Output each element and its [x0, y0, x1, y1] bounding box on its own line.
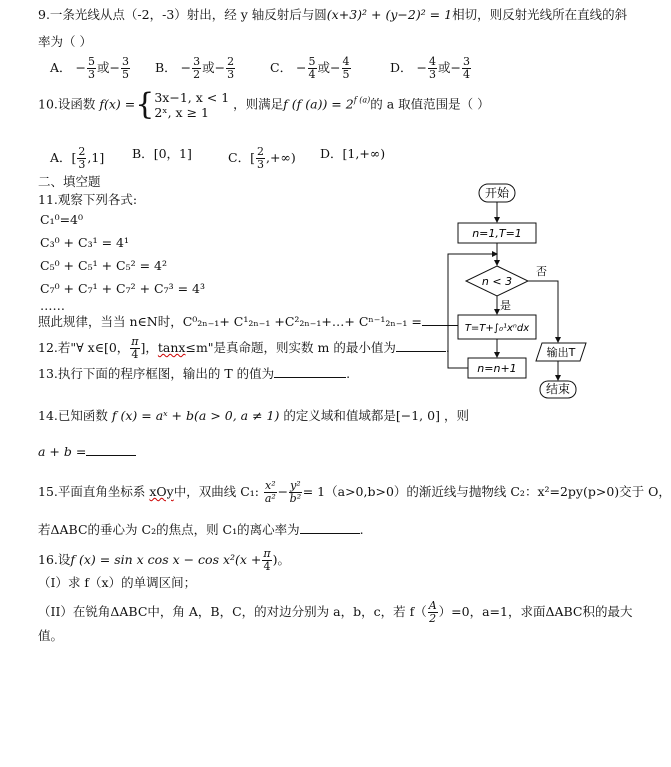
q10-prefix: 10.设函数	[38, 96, 96, 112]
flow-yes: 是	[500, 299, 511, 312]
q9-option-0-fa-den: 3	[87, 68, 95, 81]
q9-option-3-fa-den: 3	[428, 68, 436, 81]
q9-option-2-fb-num: 4	[342, 55, 350, 68]
q12-c: ≤m"是真命题，则实数 m 的最小值为	[185, 340, 396, 355]
q10-case1: 3x−1, x < 1	[154, 90, 230, 105]
q9-option-1-fa-den: 2	[193, 68, 201, 81]
q10-option-1-label: B．	[132, 146, 154, 161]
q13-answer-blank[interactable]	[274, 377, 346, 378]
q16-two: 2	[429, 612, 437, 625]
q11-eq-3: C₅⁰ + C₅¹ + C₅² = 4²	[40, 258, 167, 273]
q9-option-3-fb	[462, 56, 471, 81]
q16-part3: 值。	[38, 628, 64, 643]
q9-option-0-label: A．	[50, 60, 72, 75]
q14-a: 14.已知函数	[38, 408, 108, 423]
q14-line2	[38, 444, 136, 460]
q11-rule	[38, 314, 464, 330]
q15-eq-tail: = 1（a>0,b>0）的渐近线与抛物线 C₂：x²=2py(p>0)交于 O，	[302, 484, 671, 499]
q9-circle-eq: (x+3)² + (y−2)² = 1	[326, 7, 453, 22]
q10-option-2-label: C．	[228, 150, 251, 165]
q9-line2: 率为（ ）	[38, 34, 92, 49]
flowchart	[440, 180, 590, 400]
q11-rule-text: 照此规律，当当 n∈N时，C⁰₂ₙ₋₁+ C¹₂ₙ₋₁ +C²₂ₙ₋₁+…+ Cⁿ⁻¹₂ₙ₋₁ =	[38, 314, 422, 329]
q10-option-1[interactable]	[132, 146, 192, 162]
q9-option-2-sep: 或	[317, 60, 331, 75]
q10-suffix: 的 a 取值范围是（ ）	[370, 96, 490, 112]
q15-y2: y²	[290, 479, 301, 492]
q16-pi: π	[263, 547, 271, 560]
q14-line	[38, 408, 469, 424]
section-title: 二、填空题	[38, 174, 101, 189]
q9-text-end: 相切，则反射光线所在直线的斜	[452, 7, 628, 22]
flow-update: T=T+∫₀¹xⁿdx	[464, 323, 530, 334]
q10-case2: 2ˣ, x ≥ 1	[154, 105, 209, 120]
q16-tail: )。	[272, 552, 291, 567]
flow-start: 开始	[484, 186, 510, 200]
q9-text: 9.一条光线从点（-2，-3）射出，经 y 轴反射后与圆	[38, 7, 327, 22]
q16-line	[38, 548, 290, 574]
q9-option-0[interactable]: A． − $\frac{5}{3}$ 或− $\frac{3}{5}$	[50, 55, 129, 81]
q15-line2: 若ΔABC的垂心为 C₂的焦点，则 C₁的离心率为 .	[38, 522, 364, 537]
q10-option-2[interactable]	[228, 146, 296, 171]
q14-answer-blank[interactable]	[86, 455, 136, 456]
q15-line2-text: 若ΔABC的垂心为 C₂的焦点，则 C₁的离心率为	[38, 522, 300, 537]
q9-option-3-fb-num: 3	[462, 55, 470, 68]
q11-eq-4: C₇⁰ + C₇¹ + C₇² + C₇³ = 4³	[40, 281, 205, 296]
q15-x2: x²	[264, 479, 276, 492]
q9-option-1-label: B．	[155, 60, 177, 75]
q10-option-0-frac	[77, 146, 86, 171]
q14-b: 的定义域和值域都是	[283, 408, 396, 423]
q16-frac-a2	[428, 600, 438, 625]
q9-option-1-fa-num: 3	[193, 55, 201, 68]
q10-brace: {	[135, 87, 155, 122]
q14-ab: a + b =	[38, 444, 87, 459]
q10-option-2-frac-den: 3	[256, 158, 264, 171]
q16-a: 16.设	[38, 552, 71, 567]
flow-cond: n < 3	[481, 275, 513, 288]
q10-f: f(x) =	[99, 96, 136, 112]
q10-option-1-text: [0，1]	[153, 146, 192, 161]
q9-option-0-fb	[121, 56, 130, 81]
q14-fx: f (x) = aˣ + b(a > 0, a ≠ 1)	[111, 408, 280, 423]
q12-tanx: tanx	[157, 340, 186, 355]
q10-option-2-frac	[256, 146, 265, 171]
q12-a: 12.若"∀ x∈[0，	[38, 340, 130, 355]
q13-text: 13.执行下面的程序框图，输出的 T 的值为	[38, 366, 275, 381]
q15-b2: b²	[289, 492, 302, 505]
q10-option-0[interactable]	[50, 146, 104, 171]
flow-output: 输出T	[546, 346, 576, 359]
q9-option-3-fb-den: 4	[462, 68, 470, 81]
q9-option-0-fa-num: 5	[87, 55, 95, 68]
q11-dots: ……	[40, 298, 65, 313]
q10-option-0-frac-num: 2	[78, 145, 86, 158]
q12-den: 4	[131, 348, 139, 361]
q10-option-2-a: [	[250, 150, 255, 165]
q14-interval: [−1, 0]	[395, 408, 440, 423]
q15-frac-x	[264, 480, 277, 505]
q11-eq-1: C₁⁰=4⁰	[40, 212, 84, 227]
flow-init: n=1,T=1	[472, 227, 522, 240]
q9-option-3-label: D．	[390, 60, 413, 75]
q9-option-2-fa	[308, 56, 317, 81]
q9-option-0-fb-den: 5	[121, 68, 129, 81]
flow-no: 否	[536, 265, 547, 278]
q12-line: 12.若"∀ x∈[0， $\frac{\pi}{4}$ ]，tanx≤m"是真命题，则实数 m 的最小值为 .	[38, 335, 450, 361]
q12-frac	[130, 336, 139, 361]
q16-p2a: （II）在锐角ΔABC中，角 A，B，C，的对边分别为 a，b，c，若 f（	[38, 604, 427, 619]
q10-option-3-label: D．	[320, 146, 343, 161]
q10-cond-sup: f (a)	[353, 95, 371, 105]
q9-option-3-fa-num: 4	[428, 55, 436, 68]
q16-part2	[38, 600, 633, 626]
q9-option-2-fa-den: 4	[308, 68, 316, 81]
q9-option-1-fb	[226, 56, 235, 81]
q15-a: 15.平面直角坐标系	[38, 484, 146, 499]
q9-option-2-label: C．	[270, 60, 293, 75]
q9-option-3[interactable]: D． − $\frac{4}{3}$ 或− $\frac{3}{4}$	[390, 55, 470, 81]
q10-cases	[154, 90, 229, 120]
q9-option-1-fb-den: 3	[227, 68, 235, 81]
q14-c: ，则	[443, 408, 469, 423]
q12-b: ]，	[140, 340, 158, 355]
q16-p2b: ）=0，a=1，求面ΔABC积的最大	[438, 604, 633, 619]
q9-option-0-sep: 或	[96, 60, 110, 75]
q9-option-2-fb-den: 5	[342, 68, 350, 81]
flow-inc: n=n+1	[477, 362, 517, 375]
q9-option-1[interactable]: B． − $\frac{3}{2}$ 或− $\frac{2}{3}$	[155, 55, 235, 81]
q15-answer-blank[interactable]	[300, 533, 360, 534]
q10-mid: ，则满足	[233, 96, 284, 112]
q10-line	[38, 87, 490, 130]
q15-a2: a²	[264, 492, 276, 505]
q9-option-2-fb	[342, 56, 351, 81]
q9-option-2-fa-num: 5	[308, 55, 316, 68]
q10-option-2-b: ,+∞)	[265, 150, 296, 165]
q9-option-3-sep: 或	[437, 60, 451, 75]
q12-pi: π	[131, 335, 139, 348]
q16-part1: （I）求 f（x）的单调区间；	[38, 575, 197, 590]
q9-option-1-sep: 或	[202, 60, 215, 75]
q10-option-0-label: A．	[50, 150, 72, 165]
q16-four: 4	[263, 560, 271, 573]
q9-option-2[interactable]: C． − $\frac{5}{4}$ 或− $\frac{4}{5}$	[270, 55, 350, 81]
q11-title: 11.观察下列各式:	[38, 192, 138, 207]
q10-option-0-b: ,1]	[87, 150, 105, 165]
q10-option-3-text: [1,+∞)	[342, 146, 386, 161]
q9-option-0-fa	[87, 56, 96, 81]
q9-option-3-fa	[428, 56, 437, 81]
q9-line1	[38, 7, 627, 23]
q10-cond: f (f (a)) = 2	[283, 96, 354, 112]
q15-b: 中，双曲线 C₁:	[173, 484, 259, 499]
flow-end: 结束	[545, 382, 571, 396]
q13-line: 13.执行下面的程序框图，输出的 T 的值为 .	[38, 366, 351, 381]
q15-line1: 15.平面直角坐标系 xOy中，双曲线 C₁: $\frac{\text{x²}}{\text{a²}}$ − $\frac{\text{y²}}{\text{b²}}$ = 1（a>0,b>0）的渐近线与抛物线 C₂：x²=2py(p>0)交于 O，	[38, 479, 671, 505]
q11-eq-2: C₃⁰ + C₃¹ = 4¹	[40, 235, 129, 250]
q10-option-3[interactable]	[320, 146, 385, 162]
q10-option-0-a: [	[71, 150, 77, 165]
q12-answer-blank[interactable]	[396, 351, 446, 352]
q16-A: A	[428, 599, 437, 612]
q16-fx: f (x) = sin x cos x − cos x²(x +	[70, 552, 262, 567]
q10-option-2-frac-num: 2	[256, 145, 264, 158]
q16-frac	[262, 548, 271, 573]
q15-xoy: xOy	[149, 484, 174, 499]
q9-option-1-fb-num: 2	[227, 55, 235, 68]
q15-frac-y	[289, 480, 302, 505]
q9-option-1-fa	[192, 56, 201, 81]
q10-option-0-frac-den: 3	[78, 158, 86, 171]
q9-option-0-fb-num: 3	[121, 55, 129, 68]
